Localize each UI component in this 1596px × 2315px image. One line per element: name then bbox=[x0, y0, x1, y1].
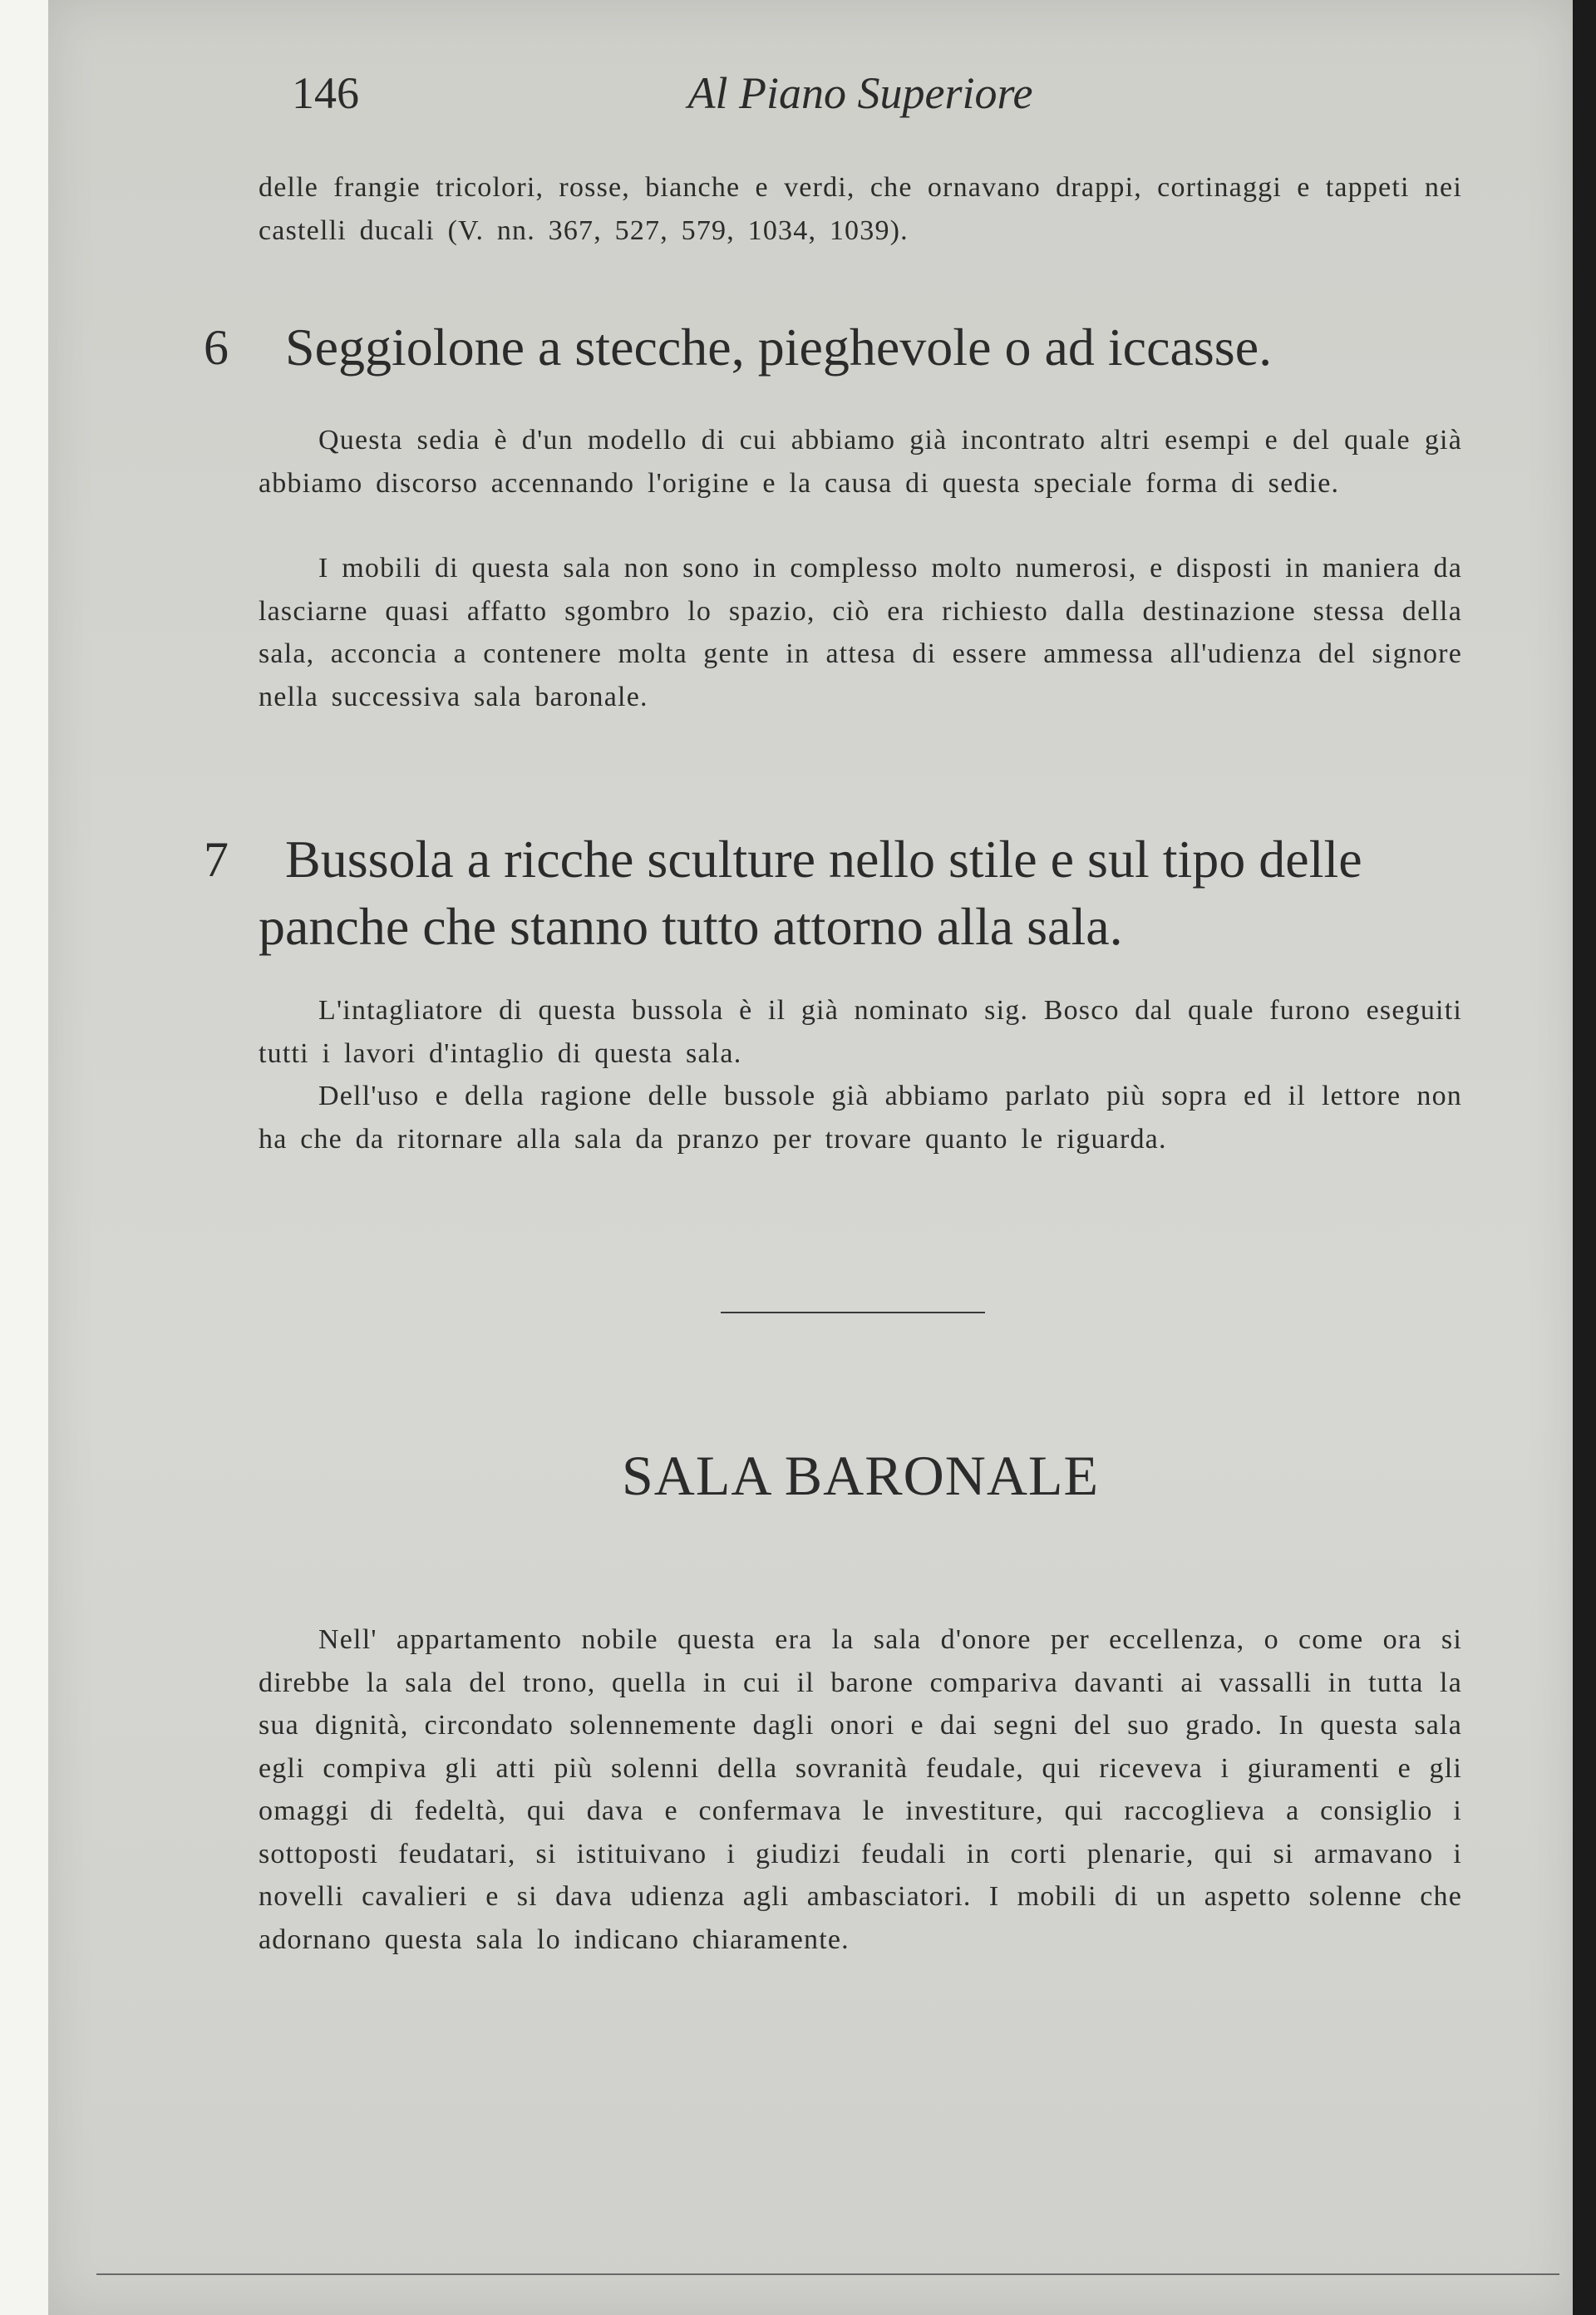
section-divider bbox=[721, 1312, 985, 1313]
scan-edge bbox=[1573, 0, 1596, 2315]
entry-title: Seggiolone a stecche, pieghevole o ad iccasse. bbox=[285, 318, 1273, 377]
entry-number: 7 bbox=[204, 832, 229, 887]
entry-paragraph: L'intagliatore di questa bussola è il già nominato sig. Bosco dal quale furono eseguiti tutti i lavori d'intaglio di questa sala. bbox=[259, 995, 1462, 1069]
page-number: 146 bbox=[292, 68, 359, 118]
running-header bbox=[259, 60, 1462, 126]
scanned-page bbox=[48, 0, 1573, 2315]
entry-title: Bussola a ricche sculture nello stile e sul tipo delle bbox=[285, 830, 1362, 889]
entry-paragraph: Questa sedia è d'un modello di cui abbiamo già incontrato altri esempi e del quale già abbiamo discorso accennando l'origine e la causa di questa speciale forma di sedie. bbox=[259, 425, 1462, 499]
entry-title-continuation: panche che stanno tutto attorno alla sala. bbox=[259, 897, 1123, 956]
entry-number: 6 bbox=[204, 320, 229, 375]
running-title: Al Piano Superiore bbox=[687, 68, 1033, 118]
section-paragraph: Nell' appartamento nobile questa era la sala d'onore per eccellenza, o come ora si direbbe la sala del trono, quella in cui il barone compariva davanti ai vassalli in tutta la sua dignità, circondato solennemente dagli onori e dai segni del suo grado. In questa sala egli compiva gli atti più solenni della sovranità feudale, qui riceveva i giuramenti e gli omaggi di fedeltà, qui dava e confermava le investiture, qui raccoglieva a consiglio i sottoposti feudatari, si istituivano i giudizi feudali in corti plenarie, qui si armavano i novelli cavalieri e si dava udienza agli ambasciatori. I mobili di un aspetto solenne che adornano questa sala lo indicano chiaramente. bbox=[259, 1624, 1462, 1955]
entry-paragraph: I mobili di questa sala non sono in complesso molto numerosi, e disposti in maniera da lasciarne quasi affatto sgombro lo spazio, ciò era richiesto dalla destinazione stessa della sala, acconcia a contenere molta gente in attesa di essere ammessa all'udienza del signore nella successiva sala baronale. bbox=[259, 553, 1462, 712]
page-bottom-edge bbox=[96, 2273, 1559, 2275]
section-heading: SALA BARONALE bbox=[621, 1444, 1100, 1507]
entry-paragraph: Dell'uso e della ragione delle bussole già abbiamo parlato più sopra ed il lettore non ha che da ritornare alla sala da pranzo per trovare quanto le riguarda. bbox=[259, 1081, 1462, 1155]
intro-paragraph: delle frangie tricolori, rosse, bianche e verdi, che ornavano drappi, cortinaggi e tappeti nei castelli ducali (V. nn. 367, 527, 579, 1034, 1039). bbox=[259, 172, 1462, 246]
